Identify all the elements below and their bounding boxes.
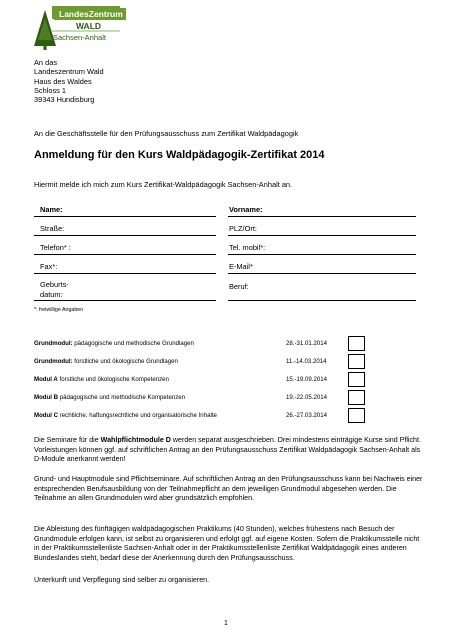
zip-city-field[interactable] (228, 235, 416, 236)
module-checkbox[interactable] (348, 372, 365, 387)
info-paragraph-elective (34, 436, 426, 465)
phone-label: Telefon* : (40, 243, 71, 252)
module-row (34, 376, 169, 384)
module-name: Grundmodul: (34, 358, 73, 365)
footnote: *: freiwillige Angaben (34, 307, 84, 313)
para-text: werden separat ausgeschrieben. Drei mindestens einträgige Kurse sind Pflicht. Vorleistungen können ggf. auf schriftlichen Antrag an den Prüfungsausschuss Zertifikat Waldpädagogik Sachsen-Anhalt als D-Module anerkannt werden! (34, 436, 421, 464)
email-field[interactable] (228, 273, 416, 274)
address-block (34, 58, 104, 104)
fax-field[interactable] (34, 273, 216, 274)
para-text: Die Seminare für die (34, 436, 101, 444)
intro-text: Hiermit melde ich mich zum Kurs Zertifikat-Waldpädagogik Sachsen-Anhalt an. (34, 180, 293, 189)
email-label: E-Mail* (229, 262, 253, 271)
module-date: 15.-19.09.2014 (286, 376, 327, 383)
birthdate-label-2: datum: (40, 290, 63, 299)
mobile-label: Tel. mobil*: (229, 243, 266, 252)
profession-field[interactable] (228, 300, 416, 301)
logo-text-line2: WALD (76, 21, 102, 31)
module-name: Grundmodul: (34, 340, 73, 347)
module-date: 19.-22.05.2014 (286, 394, 327, 401)
mobile-field[interactable] (228, 254, 416, 255)
module-row (34, 358, 178, 366)
street-field[interactable] (34, 235, 216, 236)
module-desc: pädagogische und methodische Grundlagen (72, 340, 194, 347)
page-title: Anmeldung für den Kurs Waldpädagogik-Zertifikat 2014 (34, 149, 325, 161)
address-line: Haus des Waldes (34, 76, 92, 86)
profession-label: Beruf: (229, 282, 249, 291)
module-checkbox[interactable] (348, 354, 365, 369)
module-desc: pädagogische und methodische Kompetenzen (58, 394, 186, 401)
birthdate-field[interactable] (34, 300, 216, 301)
zip-city-label: PLZ/Ort: (229, 224, 257, 233)
address-line: Schloss 1 (34, 85, 67, 95)
info-paragraph-required: Grund- und Hauptmodule sind Pflichtseminare. Auf schriftlichen Antrag an den Prüfungsausschuss kann bei Nachweis einer entsprechenden Berufsausbildung von der Teilnahmepflicht an dem jeweiligen Grundmodul abgesehen werden. Die Teilnahme an allen Grundmodulen wird aber grundsätzlich empfohlen. (34, 475, 423, 503)
module-desc: forstliche und ökologische Grundlagen (72, 358, 178, 365)
fax-label: Fax*: (40, 262, 58, 271)
street-label: Straße: (40, 224, 65, 233)
phone-field[interactable] (34, 254, 216, 255)
name-field[interactable] (34, 216, 216, 217)
para-emphasis: Wahlpflichtmodule D (100, 436, 171, 444)
module-desc: forstliche und ökologische Kompetenzen (57, 376, 169, 383)
page-number: 1 (224, 620, 228, 627)
module-date: 11.-14.03.2014 (286, 358, 327, 365)
firstname-field[interactable] (228, 216, 416, 217)
addressee-line: An die Geschäftsstelle für den Prüfungsausschuss zum Zertifikat Waldpädagogik (34, 129, 299, 138)
address-line: 39343 Hundisburg (34, 95, 95, 105)
address-line: Landeszentrum Wald (34, 67, 104, 77)
module-row (34, 394, 185, 402)
module-name: Modul B (34, 394, 59, 401)
birthdate-label-1: Geburts- (40, 280, 69, 289)
module-date: 26.-27.03.2014 (286, 412, 327, 419)
info-paragraph-internship: Die Ableistung des fünftägigen waldpädagogischen Praktikums (40 Stunden), welches frühestens nach Besuch der Grundmodule erfolgen kann, ist selbst zu organisieren und erfolgt ggf. auf eigene Kosten. Sofern die Praktikumsstelle nicht in der Praktikumsstellenliste Sachsen-Anhalt oder in der Praktikumsstellenliste Zertifikat Waldpädagogik eines anderen Bundeslandes steht, bedarf diese der Anerkennung durch den Prüfungsausschuss. (34, 525, 420, 563)
module-desc: rechtliche, haftungsrechtliche und organisatorische Inhalte (58, 412, 217, 419)
module-name: Modul C (34, 412, 59, 419)
module-name: Modul A (34, 376, 58, 383)
module-checkbox[interactable] (348, 390, 365, 405)
module-row (34, 340, 194, 348)
module-row (34, 412, 217, 420)
logo-text-line3: Sachsen-Anhalt (53, 33, 106, 42)
logo-text-line1: LandesZentrum (54, 8, 126, 20)
info-paragraph-accommodation: Unterkunft und Verpflegung sind selber zu organisieren. (34, 576, 210, 584)
module-checkbox[interactable] (348, 336, 365, 351)
firstname-label: Vorname: (229, 205, 263, 214)
address-line: An das (34, 58, 58, 67)
module-date: 28.-31.01.2014 (286, 340, 327, 347)
module-checkbox[interactable] (348, 408, 365, 423)
name-label: Name: (40, 205, 63, 214)
